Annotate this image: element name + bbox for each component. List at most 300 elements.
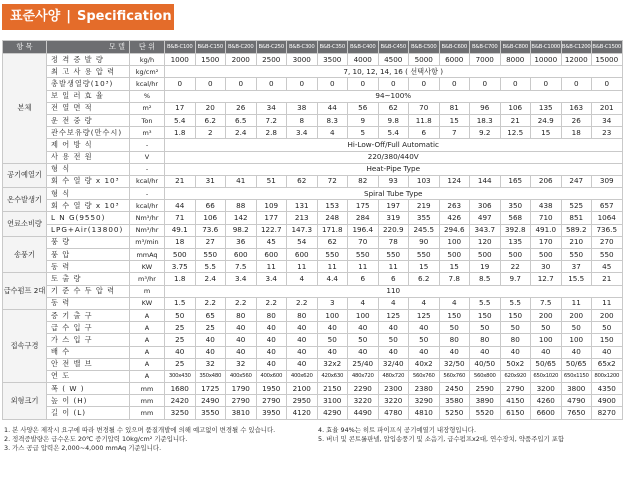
value-cell: 550 bbox=[592, 249, 623, 261]
table-row bbox=[3, 102, 623, 114]
value-cell: 355 bbox=[409, 212, 440, 224]
value-cell: 2590 bbox=[470, 383, 501, 395]
value-cell: 550 bbox=[195, 249, 226, 261]
table-row bbox=[3, 322, 623, 334]
value-cell: 500 bbox=[165, 249, 196, 261]
value-cell: 2790 bbox=[500, 383, 531, 395]
value-cell: 0 bbox=[409, 78, 440, 90]
value-cell: 263 bbox=[439, 200, 470, 212]
value-cell: 400x600 bbox=[256, 370, 287, 382]
value-cell: 32 bbox=[195, 358, 226, 370]
value-cell: 560x800 bbox=[470, 370, 501, 382]
value-cell: 50 bbox=[317, 334, 348, 346]
value-cell: 6 bbox=[348, 273, 379, 285]
value-cell: 3 bbox=[317, 297, 348, 309]
value-cell: 15000 bbox=[592, 54, 623, 66]
value-cell: 7 bbox=[439, 127, 470, 139]
value-cell: 40 bbox=[195, 334, 226, 346]
value-cell: 125 bbox=[409, 309, 440, 321]
value-cell: 80 bbox=[470, 334, 501, 346]
value-cell: 22 bbox=[500, 261, 531, 273]
table-row bbox=[3, 163, 623, 175]
value-cell: 6600 bbox=[531, 407, 562, 419]
table-row bbox=[3, 346, 623, 358]
value-cell: 550 bbox=[317, 249, 348, 261]
value-cell: 50 bbox=[561, 322, 592, 334]
value-cell: 800x1200 bbox=[592, 370, 623, 382]
value-cell: 40 bbox=[256, 358, 287, 370]
value-cell: 213 bbox=[287, 212, 318, 224]
header-model-name: B&B-C350 bbox=[317, 41, 348, 54]
table-row bbox=[3, 370, 623, 382]
value-cell: 491.0 bbox=[531, 224, 562, 236]
value-cell: 710 bbox=[531, 212, 562, 224]
value-cell: 3200 bbox=[531, 383, 562, 395]
value-cell: 219 bbox=[409, 200, 440, 212]
value-cell: 5.5 bbox=[500, 297, 531, 309]
title-korean: 표준사양 bbox=[10, 9, 61, 24]
unit-cell: A bbox=[130, 358, 165, 370]
table-row bbox=[3, 273, 623, 285]
value-cell: 5520 bbox=[470, 407, 501, 419]
value-cell: 2380 bbox=[409, 383, 440, 395]
value-cell: 6 bbox=[378, 273, 409, 285]
value-cell: 550 bbox=[409, 249, 440, 261]
value-cell: 1500 bbox=[195, 54, 226, 66]
value-cell: 7.5 bbox=[226, 261, 257, 273]
value-cell: 600 bbox=[287, 249, 318, 261]
value-cell: 15 bbox=[439, 261, 470, 273]
value-cell: 2500 bbox=[256, 54, 287, 66]
value-cell: 49.1 bbox=[165, 224, 196, 236]
value-cell: 7650 bbox=[561, 407, 592, 419]
item-label: 사 용 전 원 bbox=[47, 151, 130, 163]
value-cell: 480x720 bbox=[348, 370, 379, 382]
value-cell: 550 bbox=[561, 249, 592, 261]
value-cell: 589.2 bbox=[561, 224, 592, 236]
value-cell: 82 bbox=[348, 175, 379, 187]
table-row bbox=[3, 285, 623, 297]
value-cell: 40 bbox=[378, 322, 409, 334]
value-cell: 44 bbox=[165, 200, 196, 212]
value-cell: 3250 bbox=[165, 407, 196, 419]
value-cell: 15 bbox=[409, 261, 440, 273]
value-cell: 150 bbox=[439, 309, 470, 321]
item-label: 전 열 면 적 bbox=[47, 102, 130, 114]
specification-table bbox=[2, 40, 623, 420]
unit-cell: mm bbox=[130, 383, 165, 395]
item-label: 형 식 bbox=[47, 188, 130, 200]
category-cell: 온수발생기 bbox=[3, 188, 47, 212]
item-label: LPG+Air(13800) bbox=[47, 224, 130, 236]
value-cell: 4 bbox=[439, 297, 470, 309]
value-cell: 0 bbox=[531, 78, 562, 90]
value-cell: 200 bbox=[531, 309, 562, 321]
value-cell: 7.8 bbox=[439, 273, 470, 285]
value-cell: 4.4 bbox=[317, 273, 348, 285]
value-cell: 44 bbox=[317, 102, 348, 114]
value-cell: 153 bbox=[317, 200, 348, 212]
value-cell: 26 bbox=[226, 102, 257, 114]
header-model-name: B&B-C1200 bbox=[561, 41, 592, 54]
value-cell: 3000 bbox=[287, 54, 318, 66]
value-cell: 600 bbox=[226, 249, 257, 261]
value-cell: 142 bbox=[226, 212, 257, 224]
value-cell: 200 bbox=[561, 309, 592, 321]
value-cell: 70 bbox=[409, 102, 440, 114]
value-cell: 3810 bbox=[226, 407, 257, 419]
value-cell: 45 bbox=[592, 261, 623, 273]
value-cell: 27 bbox=[195, 236, 226, 248]
value-cell: 15 bbox=[439, 114, 470, 126]
value-cell: 150 bbox=[500, 309, 531, 321]
value-cell: 1064 bbox=[592, 212, 623, 224]
value-cell: 100 bbox=[561, 334, 592, 346]
value-cell: 500 bbox=[439, 249, 470, 261]
item-label: 동 력 bbox=[47, 261, 130, 273]
value-cell: 306 bbox=[470, 200, 501, 212]
table-row bbox=[3, 54, 623, 66]
value-cell: 4 bbox=[348, 297, 379, 309]
value-cell: 15 bbox=[531, 127, 562, 139]
value-cell: 300x430 bbox=[165, 370, 196, 382]
value-cell: 40 bbox=[409, 322, 440, 334]
value-cell: 80 bbox=[500, 334, 531, 346]
merged-value-cell: 7, 10, 12, 14, 16 ( 선택사항 ) bbox=[165, 66, 623, 78]
unit-cell: A bbox=[130, 370, 165, 382]
unit-cell: - bbox=[130, 139, 165, 151]
value-cell: 3500 bbox=[317, 54, 348, 66]
value-cell: 5000 bbox=[409, 54, 440, 66]
value-cell: 350 bbox=[500, 200, 531, 212]
table-row bbox=[3, 309, 623, 321]
value-cell: 50 bbox=[409, 334, 440, 346]
value-cell: 12000 bbox=[561, 54, 592, 66]
value-cell: 50 bbox=[500, 322, 531, 334]
footnote: 3. 가스 공급 압력은 2,000~4,000 mmAq 기준입니다. bbox=[4, 444, 162, 452]
value-cell: 31 bbox=[195, 175, 226, 187]
value-cell: 40 bbox=[317, 322, 348, 334]
value-cell: 5.4 bbox=[378, 127, 409, 139]
value-cell: 106 bbox=[195, 212, 226, 224]
value-cell: 3100 bbox=[317, 395, 348, 407]
value-cell: 2420 bbox=[165, 395, 196, 407]
table-row bbox=[3, 224, 623, 236]
value-cell: 40 bbox=[287, 346, 318, 358]
table-row bbox=[3, 261, 623, 273]
header-row bbox=[3, 41, 623, 54]
value-cell: 62 bbox=[317, 236, 348, 248]
value-cell: 40 bbox=[348, 322, 379, 334]
value-cell: 206 bbox=[531, 175, 562, 187]
value-cell: 7.2 bbox=[256, 114, 287, 126]
header-model-name: B&B-C600 bbox=[439, 41, 470, 54]
value-cell: 2.2 bbox=[287, 297, 318, 309]
value-cell: 0 bbox=[470, 78, 501, 90]
value-cell: 40 bbox=[287, 334, 318, 346]
value-cell: 38 bbox=[287, 102, 318, 114]
category-cell: 본체 bbox=[3, 54, 47, 164]
merged-value-cell: Hi-Low-Off/Full Automatic bbox=[165, 139, 623, 151]
value-cell: 5.4 bbox=[165, 114, 196, 126]
value-cell: 21 bbox=[500, 114, 531, 126]
value-cell: 25 bbox=[165, 322, 196, 334]
value-cell: 6 bbox=[409, 127, 440, 139]
value-cell: 600 bbox=[256, 249, 287, 261]
value-cell: 50 bbox=[592, 322, 623, 334]
value-cell: 3220 bbox=[378, 395, 409, 407]
value-cell: 3950 bbox=[256, 407, 287, 419]
value-cell: 40/50 bbox=[470, 358, 501, 370]
item-label: 배 수 bbox=[47, 346, 130, 358]
value-cell: 40 bbox=[226, 334, 257, 346]
value-cell: 1.8 bbox=[165, 127, 196, 139]
item-label: 안 전 밸 브 bbox=[47, 358, 130, 370]
value-cell: 500 bbox=[500, 249, 531, 261]
value-cell: 0 bbox=[439, 78, 470, 90]
item-label: 토 출 량 bbox=[47, 273, 130, 285]
value-cell: 2.2 bbox=[256, 297, 287, 309]
value-cell: 32 bbox=[226, 358, 257, 370]
value-cell: 3890 bbox=[470, 395, 501, 407]
item-label: 동 력 bbox=[47, 297, 130, 309]
header-model-name: B&B-C250 bbox=[256, 41, 287, 54]
value-cell: 4260 bbox=[531, 395, 562, 407]
value-cell: 93 bbox=[378, 175, 409, 187]
item-label: 풍 량 bbox=[47, 236, 130, 248]
value-cell: 2 bbox=[195, 127, 226, 139]
category-cell: 공기예열기 bbox=[3, 163, 47, 187]
value-cell: 170 bbox=[531, 236, 562, 248]
value-cell: 2490 bbox=[195, 395, 226, 407]
value-cell: 10000 bbox=[531, 54, 562, 66]
value-cell: 23 bbox=[592, 127, 623, 139]
item-label: 정 격 증 발 량 bbox=[47, 54, 130, 66]
unit-cell: kg/h bbox=[130, 54, 165, 66]
value-cell: 50 bbox=[470, 322, 501, 334]
value-cell: 6150 bbox=[500, 407, 531, 419]
value-cell: 32x2 bbox=[317, 358, 348, 370]
value-cell: 284 bbox=[348, 212, 379, 224]
value-cell: 4 bbox=[378, 297, 409, 309]
header-model-name: B&B-C100 bbox=[165, 41, 196, 54]
value-cell: 15.5 bbox=[561, 273, 592, 285]
category-cell: 급수펌프 2대 bbox=[3, 273, 47, 310]
value-cell: 2300 bbox=[378, 383, 409, 395]
item-label: 폭 ( W ) bbox=[47, 383, 130, 395]
value-cell: 11 bbox=[592, 297, 623, 309]
footnotes-left bbox=[4, 426, 275, 453]
value-cell: 6000 bbox=[439, 54, 470, 66]
value-cell: 17 bbox=[165, 102, 196, 114]
value-cell: 11 bbox=[561, 297, 592, 309]
value-cell: 40 bbox=[439, 346, 470, 358]
value-cell: 200 bbox=[592, 309, 623, 321]
footnote: 4. 효율 94%는 히트 파이프식 공기예열기 내장형입니다. bbox=[318, 426, 476, 434]
value-cell: 3800 bbox=[561, 383, 592, 395]
value-cell: 12.5 bbox=[500, 127, 531, 139]
value-cell: 135 bbox=[500, 236, 531, 248]
item-label: 회 수 열 량 x 10³ bbox=[47, 175, 130, 187]
unit-cell: % bbox=[130, 90, 165, 102]
value-cell: 54 bbox=[287, 236, 318, 248]
value-cell: 4900 bbox=[592, 395, 623, 407]
value-cell: 109 bbox=[256, 200, 287, 212]
value-cell: 309 bbox=[592, 175, 623, 187]
category-cell: 연료소비량 bbox=[3, 212, 47, 236]
value-cell: 8 bbox=[287, 114, 318, 126]
value-cell: 2150 bbox=[317, 383, 348, 395]
value-cell: 56 bbox=[348, 102, 379, 114]
value-cell: 343.7 bbox=[470, 224, 501, 236]
value-cell: 62 bbox=[287, 175, 318, 187]
table-row bbox=[3, 236, 623, 248]
value-cell: 247 bbox=[561, 175, 592, 187]
table-row bbox=[3, 90, 623, 102]
value-cell: 100 bbox=[348, 309, 379, 321]
value-cell: 125 bbox=[378, 309, 409, 321]
value-cell: 5 bbox=[348, 127, 379, 139]
value-cell: 568 bbox=[500, 212, 531, 224]
value-cell: 3.4 bbox=[226, 273, 257, 285]
value-cell: 4490 bbox=[348, 407, 379, 419]
unit-cell: kg/cm² bbox=[130, 66, 165, 78]
value-cell: 350x480 bbox=[195, 370, 226, 382]
value-cell: 40 bbox=[256, 322, 287, 334]
value-cell: 11 bbox=[378, 261, 409, 273]
value-cell: 66 bbox=[195, 200, 226, 212]
value-cell: 197 bbox=[378, 200, 409, 212]
value-cell: 40 bbox=[561, 346, 592, 358]
table-row bbox=[3, 383, 623, 395]
value-cell: 2.2 bbox=[195, 297, 226, 309]
value-cell: 147.3 bbox=[287, 224, 318, 236]
table-row bbox=[3, 407, 623, 419]
value-cell: 20 bbox=[195, 102, 226, 114]
value-cell: 500 bbox=[531, 249, 562, 261]
table-row bbox=[3, 200, 623, 212]
table-row bbox=[3, 66, 623, 78]
unit-cell: kcal/hr bbox=[130, 175, 165, 187]
value-cell: 4150 bbox=[500, 395, 531, 407]
item-label: 증 기 출 구 bbox=[47, 309, 130, 321]
header-model-name: B&B-C1500 bbox=[592, 41, 623, 54]
value-cell: 4350 bbox=[592, 383, 623, 395]
value-cell: 96 bbox=[470, 102, 501, 114]
value-cell: 71 bbox=[165, 212, 196, 224]
unit-cell: mm bbox=[130, 395, 165, 407]
value-cell: 40 bbox=[226, 322, 257, 334]
value-cell: 80 bbox=[439, 334, 470, 346]
value-cell: 40 bbox=[592, 346, 623, 358]
unit-cell: V bbox=[130, 151, 165, 163]
value-cell: 6.5 bbox=[226, 114, 257, 126]
item-label: 총발생열량(10³) bbox=[47, 78, 130, 90]
value-cell: 270 bbox=[592, 236, 623, 248]
value-cell: 50x2 bbox=[500, 358, 531, 370]
value-cell: 177 bbox=[256, 212, 287, 224]
value-cell: 1.5 bbox=[165, 297, 196, 309]
table-row bbox=[3, 334, 623, 346]
value-cell: 40 bbox=[500, 346, 531, 358]
specification-table-body bbox=[3, 41, 623, 420]
value-cell: 80 bbox=[287, 309, 318, 321]
value-cell: 62 bbox=[378, 102, 409, 114]
title-separator: | bbox=[66, 9, 71, 24]
value-cell: 9.2 bbox=[470, 127, 501, 139]
value-cell: 201 bbox=[592, 102, 623, 114]
value-cell: 392.8 bbox=[500, 224, 531, 236]
value-cell: 163 bbox=[561, 102, 592, 114]
value-cell: 4290 bbox=[317, 407, 348, 419]
value-cell: 210 bbox=[561, 236, 592, 248]
item-label: 기 준 수 두 압 력 bbox=[47, 285, 130, 297]
value-cell: 40 bbox=[287, 322, 318, 334]
value-cell: 45 bbox=[256, 236, 287, 248]
merged-value-cell: 110 bbox=[165, 285, 623, 297]
value-cell: 144 bbox=[470, 175, 501, 187]
value-cell: 4120 bbox=[287, 407, 318, 419]
value-cell: 41 bbox=[226, 175, 257, 187]
item-label: 형 식 bbox=[47, 163, 130, 175]
unit-cell: A bbox=[130, 322, 165, 334]
value-cell: 19 bbox=[470, 261, 501, 273]
value-cell: 11 bbox=[317, 261, 348, 273]
value-cell: 120 bbox=[470, 236, 501, 248]
unit-cell: mm bbox=[130, 407, 165, 419]
value-cell: 50/65 bbox=[531, 358, 562, 370]
category-cell: 외형크기 bbox=[3, 383, 47, 420]
unit-cell: A bbox=[130, 334, 165, 346]
value-cell: 2.2 bbox=[226, 297, 257, 309]
merged-value-cell: 220/380/440V bbox=[165, 151, 623, 163]
value-cell: 245.5 bbox=[409, 224, 440, 236]
value-cell: 319 bbox=[378, 212, 409, 224]
value-cell: 34 bbox=[256, 102, 287, 114]
value-cell: 6.2 bbox=[409, 273, 440, 285]
merged-value-cell: Spiral Tube Type bbox=[165, 188, 623, 200]
value-cell: 9.8 bbox=[378, 114, 409, 126]
value-cell: 50/65 bbox=[561, 358, 592, 370]
value-cell: 6.2 bbox=[195, 114, 226, 126]
value-cell: 650x1150 bbox=[561, 370, 592, 382]
item-label: 풍 압 bbox=[47, 249, 130, 261]
value-cell: 196.4 bbox=[348, 224, 379, 236]
unit-cell: m² bbox=[130, 102, 165, 114]
value-cell: 80 bbox=[256, 309, 287, 321]
value-cell: 1680 bbox=[165, 383, 196, 395]
value-cell: 2.4 bbox=[195, 273, 226, 285]
value-cell: 40 bbox=[287, 358, 318, 370]
table-row bbox=[3, 151, 623, 163]
value-cell: 100 bbox=[531, 334, 562, 346]
unit-cell: Ton bbox=[130, 114, 165, 126]
footnotes-right bbox=[318, 426, 564, 444]
value-cell: 103 bbox=[409, 175, 440, 187]
value-cell: 3220 bbox=[348, 395, 379, 407]
table-row bbox=[3, 78, 623, 90]
value-cell: 72 bbox=[317, 175, 348, 187]
value-cell: 40 bbox=[256, 346, 287, 358]
value-cell: 8000 bbox=[500, 54, 531, 66]
value-cell: 40 bbox=[378, 346, 409, 358]
value-cell: 40 bbox=[409, 346, 440, 358]
value-cell: 25 bbox=[165, 358, 196, 370]
value-cell: 620x920 bbox=[500, 370, 531, 382]
value-cell: 11 bbox=[256, 261, 287, 273]
item-label: 관수보유량(만수시) bbox=[47, 127, 130, 139]
value-cell: 98.2 bbox=[226, 224, 257, 236]
